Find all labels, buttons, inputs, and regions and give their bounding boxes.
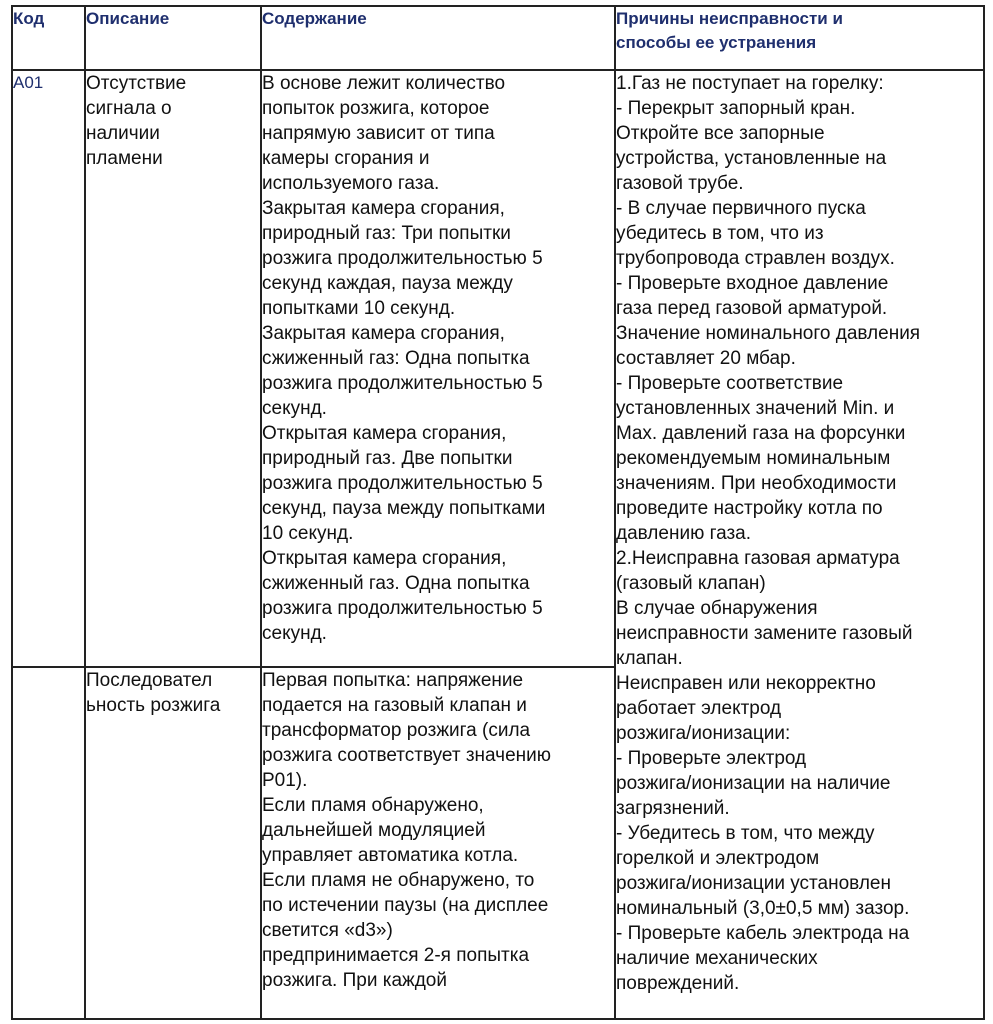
description-line: ьность розжига <box>86 695 221 716</box>
content-line: 10 секунд. <box>262 523 354 544</box>
causes-line: В случае обнаружения <box>616 598 818 619</box>
causes-line: газа перед газовой арматурой. <box>616 298 888 319</box>
header-row <box>12 6 984 70</box>
content-cell <box>261 667 615 1019</box>
content-line: предпринимается 2-я попытка <box>262 945 530 966</box>
causes-line: убедитесь в том, что из <box>616 223 824 244</box>
description-line: наличии <box>86 123 160 144</box>
content-line: природный газ: Три попытки <box>262 223 511 244</box>
causes-line: Значение номинального давления <box>616 323 921 344</box>
content-line: попыток розжига, которое <box>262 98 490 119</box>
content-line: дальнейшей модуляцией <box>262 820 486 841</box>
description-line: сигнала о <box>86 98 172 119</box>
causes-line: загрязнений. <box>616 798 730 819</box>
header-content: Содержание <box>261 6 615 70</box>
error-code-cell <box>12 667 85 1019</box>
content-line: Закрытая камера сгорания, <box>262 198 505 219</box>
causes-line: проведите настройку котла по <box>616 498 883 519</box>
content-line: Открытая камера сгорания, <box>262 423 507 444</box>
content-line: розжига продолжительностью 5 <box>262 598 543 619</box>
causes-cell <box>615 70 984 1019</box>
content-line: сжиженный газ: Одна попытка <box>262 348 530 369</box>
description-cell <box>85 70 261 667</box>
causes-line: Неисправен или некорректно <box>616 673 876 694</box>
content-line: розжига продолжительностью 5 <box>262 248 543 269</box>
causes-line: - Проверьте соответствие <box>616 373 844 394</box>
causes-line: - Проверьте кабель электрода на <box>616 923 910 944</box>
causes-line: 2.Неисправна газовая арматура <box>616 548 900 569</box>
content-line: розжига продолжительностью 5 <box>262 473 543 494</box>
causes-line: номинальный (3,0±0,5 мм) зазор. <box>616 898 910 919</box>
causes-line: Max. давлений газа на форсунки <box>616 423 906 444</box>
content-line: по истечении паузы (на дисплее <box>262 895 549 916</box>
causes-line: давлению газа. <box>616 523 752 544</box>
content-line: секунд каждая, пауза между <box>262 273 513 294</box>
content-line: P01). <box>262 770 308 791</box>
description-line: Отсутствие <box>86 73 187 94</box>
content-line: секунд, пауза между попытками <box>262 498 546 519</box>
content-line: розжига продолжительностью 5 <box>262 373 543 394</box>
causes-line: розжига/ионизации: <box>616 723 791 744</box>
content-cell <box>261 70 615 667</box>
causes-line: работает электрод <box>616 698 782 719</box>
causes-line: - Убедитесь в том, что между <box>616 823 875 844</box>
causes-line: клапан. <box>616 648 683 669</box>
content-line: Первая попытка: напряжение <box>262 670 524 691</box>
causes-line: (газовый клапан) <box>616 573 766 594</box>
content-line: секунд. <box>262 398 327 419</box>
causes-line: составляет 20 мбар. <box>616 348 796 369</box>
header-causes-line: способы ее устранения <box>616 33 817 52</box>
content-line: розжига соответствует значению <box>262 745 552 766</box>
causes-line: - Перекрыт запорный кран. <box>616 98 856 119</box>
content-line: Если пламя обнаружено, <box>262 795 484 816</box>
causes-line: розжига/ионизации на наличие <box>616 773 891 794</box>
causes-line: неисправности замените газовый <box>616 623 913 644</box>
header-code: Код <box>12 6 85 70</box>
content-line: управляет автоматика котла. <box>262 845 519 866</box>
causes-line: рекомендуемым номинальным <box>616 448 891 469</box>
table-row <box>12 70 984 667</box>
header-description: Описание <box>85 6 261 70</box>
header-causes-line: Причины неисправности и <box>616 9 843 28</box>
causes-line: - В случае первичного пуска <box>616 198 866 219</box>
description-line: пламени <box>86 148 163 169</box>
content-line: секунд. <box>262 623 327 644</box>
content-line: светится «d3») <box>262 920 393 941</box>
content-line: В основе лежит количество <box>262 73 506 94</box>
content-line: сжиженный газ. Одна попытка <box>262 573 530 594</box>
causes-line: повреждений. <box>616 973 740 994</box>
content-line: Если пламя не обнаружено, то <box>262 870 535 891</box>
description-cell <box>85 667 261 1019</box>
content-line: используемого газа. <box>262 173 440 194</box>
causes-line: - Проверьте входное давление <box>616 273 889 294</box>
content-line: камеры сгорания и <box>262 148 430 169</box>
causes-line: наличие механических <box>616 948 818 969</box>
causes-line: - Проверьте электрод <box>616 748 807 769</box>
causes-line: горелкой и электродом <box>616 848 820 869</box>
causes-line: Откройте все запорные <box>616 123 825 144</box>
content-line: попытками 10 секунд. <box>262 298 456 319</box>
content-line: природный газ. Две попытки <box>262 448 513 469</box>
content-line: подается на газовый клапан и <box>262 695 527 716</box>
causes-line: трубопровода стравлен воздух. <box>616 248 895 269</box>
header-causes <box>615 6 984 70</box>
content-line: розжига. При каждой <box>262 970 447 991</box>
causes-line: значениям. При необходимости <box>616 473 897 494</box>
content-line: трансформатор розжига (сила <box>262 720 531 741</box>
error-code-table <box>11 5 985 1020</box>
causes-line: установленных значений Min. и <box>616 398 895 419</box>
content-line: напрямую зависит от типа <box>262 123 495 144</box>
causes-line: 1.Газ не поступает на горелку: <box>616 73 884 94</box>
causes-line: устройства, установленные на <box>616 148 887 169</box>
content-line: Открытая камера сгорания, <box>262 548 507 569</box>
content-line: Закрытая камера сгорания, <box>262 323 505 344</box>
description-line: Последовател <box>86 670 213 691</box>
error-code-cell: A01 <box>12 70 85 667</box>
causes-line: розжига/ионизации установлен <box>616 873 891 894</box>
causes-line: газовой трубе. <box>616 173 744 194</box>
